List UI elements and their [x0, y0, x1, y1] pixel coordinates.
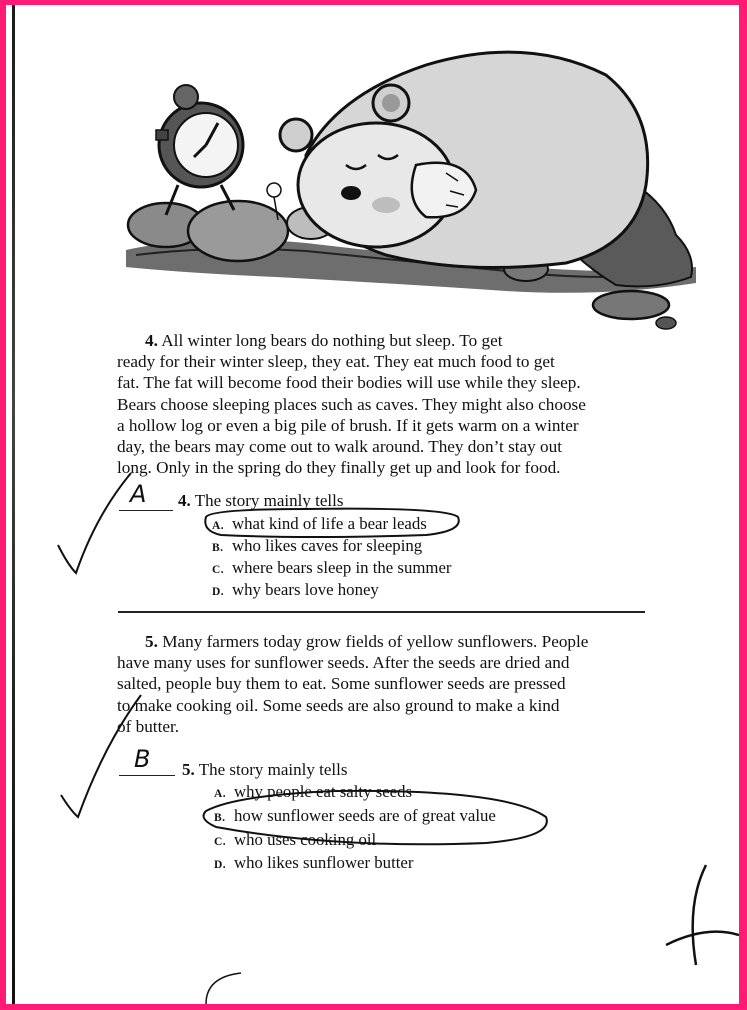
passage-4-line: a hollow log or even a big pile of brush. If it gets warm on a winter: [117, 415, 579, 435]
passage-5-line: of butter.: [117, 716, 180, 736]
question-4-option-b[interactable]: B. who likes caves for sleeping: [212, 536, 423, 555]
checkmark-icon: [58, 473, 131, 573]
question-4-option-d[interactable]: D. why bears love honey: [212, 580, 379, 599]
passage-5-number: 5.: [145, 632, 158, 651]
sleeping-bear-illustration: [6, 5, 739, 335]
question-5-option-d[interactable]: D. who likes sunflower butter: [214, 853, 414, 872]
bottom-scribble: [206, 973, 241, 1004]
passage-5: [117, 631, 637, 737]
passage-5-line: salted, people buy them to eat. Some sunflower seeds are pressed: [117, 674, 566, 694]
corner-scribble: [666, 865, 739, 965]
handwritten-answer-5: B: [134, 745, 151, 773]
question-4-option-a[interactable]: A. what kind of life a bear leads: [212, 514, 427, 533]
question-4-option-c[interactable]: C. where bears sleep in the summer: [212, 558, 452, 577]
alarm-clock-icon: [156, 85, 243, 215]
section-divider: [118, 611, 645, 613]
passage-5-line: 5. Many farmers today grow fields of yellow sunflowers. People: [145, 632, 589, 651]
passage-4-line: long. Only in the spring do they finally get up and look for food.: [117, 458, 561, 478]
passage-4-line: 4. All winter long bears do nothing but sleep. To get: [145, 331, 503, 350]
answer-blank-5[interactable]: [119, 775, 175, 776]
question-5-prompt: 5. The story mainly tells: [182, 760, 348, 779]
passage-4-line: Bears choose sleeping places such as caves. They might also choose: [117, 394, 586, 414]
passage-5-line: have many uses for sunflower seeds. After the seeds are dried and: [117, 653, 570, 673]
question-5-option-a[interactable]: A. why people eat salty seeds: [214, 782, 413, 801]
passage-4-line: ready for their winter sleep, they eat. They eat much food to get: [117, 352, 555, 372]
answer-blank-4[interactable]: [119, 510, 173, 511]
passage-4-number: 4.: [145, 331, 158, 350]
question-4-prompt: 4. The story mainly tells: [178, 491, 344, 510]
worksheet-page: [6, 5, 739, 1004]
question-5-option-b[interactable]: B. how sunflower seeds are of great value: [214, 806, 496, 825]
question-5-option-c[interactable]: C. who uses cooking oil: [214, 830, 377, 849]
passage-4-line: fat. The fat will become food their bodies will use while they sleep.: [117, 373, 581, 393]
passage-4-line: day, the bears may come out to walk around. They don’t stay out: [117, 437, 563, 457]
passage-4: [117, 330, 637, 478]
handwritten-answer-4: A: [130, 480, 147, 508]
passage-5-line: to make cooking oil. Some seeds are also ground to make a kind: [117, 695, 560, 715]
